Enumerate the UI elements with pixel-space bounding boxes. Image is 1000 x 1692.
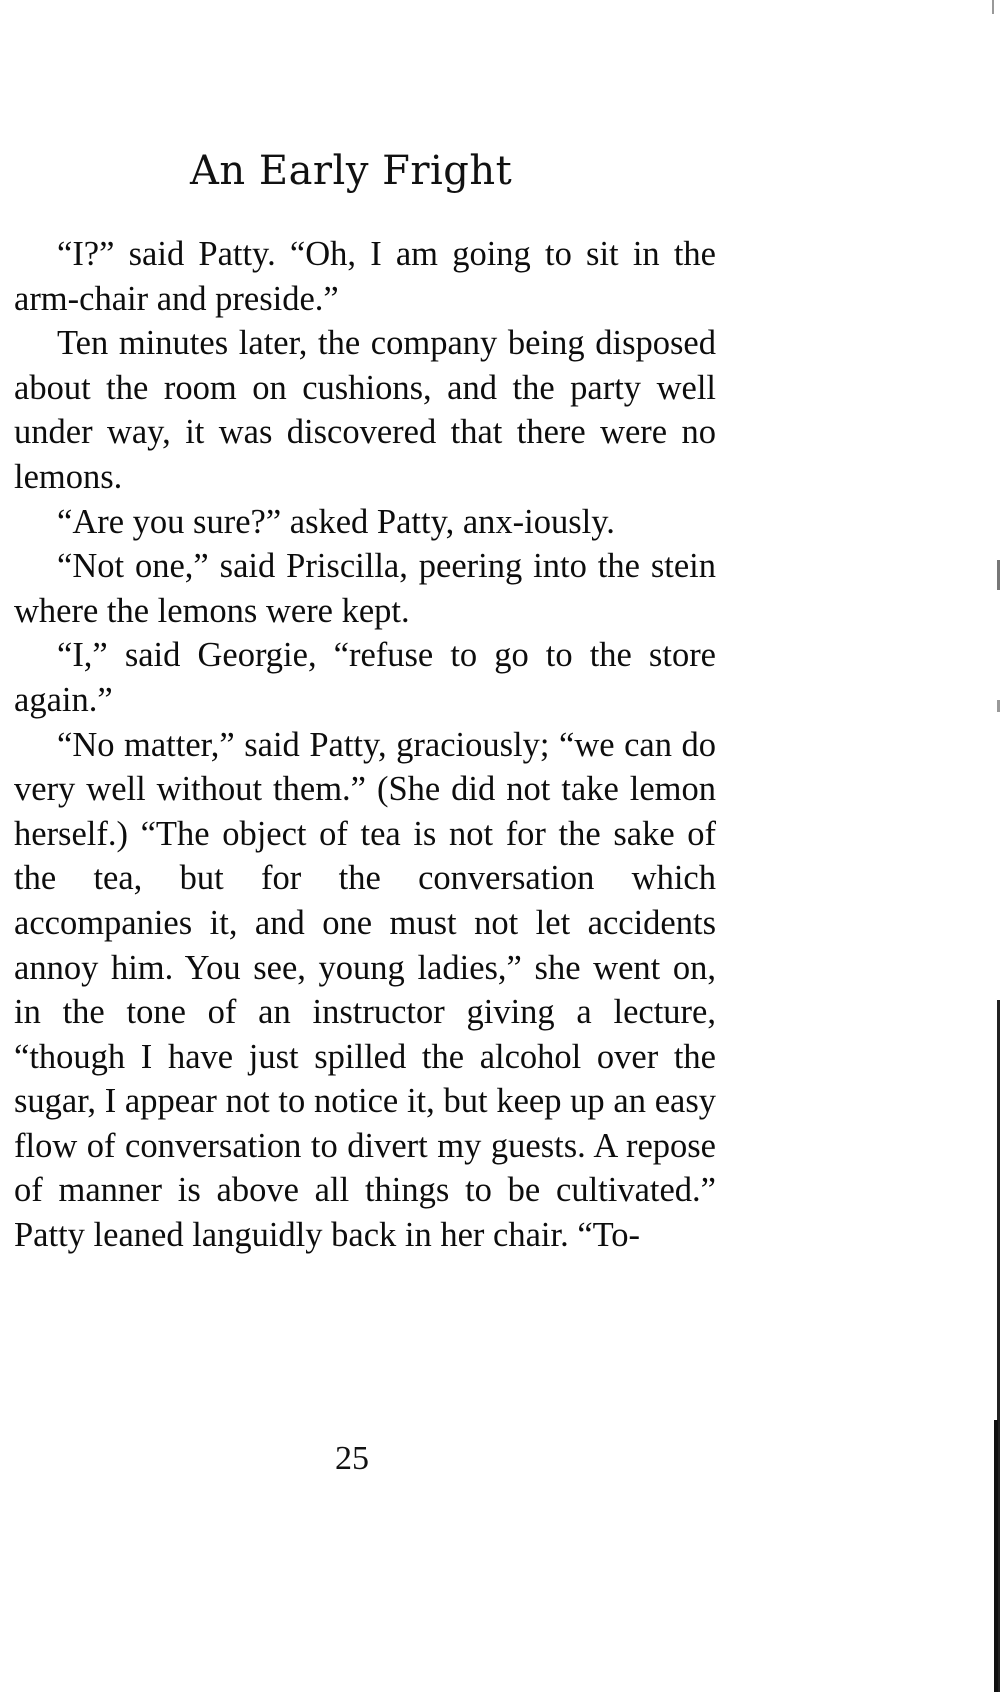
body-text [14, 232, 716, 1258]
scan-edge-mark [992, 0, 994, 14]
running-head: An Early Fright [190, 148, 513, 194]
paragraph: “Are you sure?” asked Patty, anx-iously. [57, 502, 615, 541]
paragraph: “No matter,” said Patty, graciously; “we can do very well without them.” (She did not take lemon herself.) “The object of tea is not for the sake of the tea, but for the conversation which accompanies it, and one must not let accidents annoy him. You see, young ladies,” she went on, in the tone of an instructor giving a lecture, “though I have just spilled the alcohol over the sugar, I appear not to notice it, but keep up an easy flow of conversation to divert my guests. A repose of manner is above all things to be cultivated.” Patty leaned languidly back in her chair. “To- [14, 725, 716, 1255]
paragraph: “I,” said Georgie, “refuse to go to the store again.” [14, 636, 716, 719]
page-number: 25 [335, 1440, 369, 1477]
paragraph: “Not one,” said Priscilla, peering into the stein where the lemons were kept. [14, 547, 716, 630]
paragraph: “I?” said Patty. “Oh, I am going to sit in the arm-chair and preside.” [14, 235, 716, 318]
paragraph: Ten minutes later, the company being disposed about the room on cushions, and the party well under way, it was discovered that there were no lemons. [14, 324, 716, 496]
scan-edge-mark [994, 1420, 998, 1692]
